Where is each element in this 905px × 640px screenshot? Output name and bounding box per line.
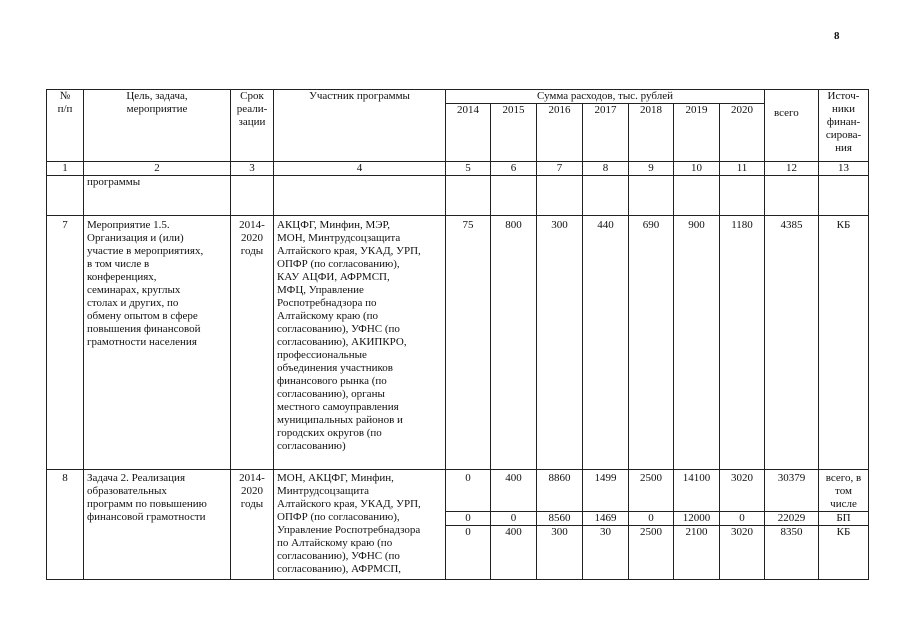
page-number: 8 — [834, 30, 840, 42]
row-term — [231, 176, 274, 216]
column-number: 1 — [47, 162, 84, 176]
column-number: 12 — [765, 162, 819, 176]
table-row — [47, 216, 869, 470]
header-year: 2014 — [446, 104, 491, 162]
header-year: 2020 — [720, 104, 765, 162]
header-total-blank — [765, 90, 819, 162]
row-total: 22029 — [765, 512, 819, 526]
row-term: 2014- 2020 годы — [231, 216, 274, 470]
row-value — [674, 176, 720, 216]
row-participant: МОН, АКЦФГ, Минфин, Минтрудсоцзащита Алтайского края, УКАД, УРП, ОПФР (по согласованию), Управление Роспотребнадзора по Алтайскому краю (по согласованию), УФНС (по согласованию), АФРМСП, — [274, 470, 446, 580]
row-value: 8560 — [537, 512, 583, 526]
row-value: 8860 — [537, 470, 583, 512]
header-total: всего — [774, 107, 799, 119]
row-total: 30379 — [765, 470, 819, 512]
row-participant: АКЦФГ, Минфин, МЭР, МОН, Минтрудсоцзащита Алтайского края, УКАД, УРП, ОПФР (по согласованию), КАУ АЦФИ, АФРМСП, МФЦ, Управление Роспотребнадзора по Алтайскому краю (по согласованию), УФНС (по согласованию), АКИПКРО, профессиональные объединения участников финансового рынка (по согласованию), органы местного самоуправления муниципальных районов и городских округов (по согласованию) — [274, 216, 446, 470]
row-total: 4385 — [765, 216, 819, 470]
row-total: 8350 — [765, 526, 819, 580]
column-number: 6 — [491, 162, 537, 176]
column-number: 7 — [537, 162, 583, 176]
column-numbers-row — [47, 162, 869, 176]
column-number: 8 — [583, 162, 629, 176]
column-number: 10 — [674, 162, 720, 176]
row-value: 2500 — [629, 526, 674, 580]
row-value: 12000 — [674, 512, 720, 526]
row-value: 3020 — [720, 470, 765, 512]
row-source: КБ — [819, 216, 869, 470]
row-value: 1499 — [583, 470, 629, 512]
row-value: 300 — [537, 216, 583, 470]
row-value: 1469 — [583, 512, 629, 526]
header-year: 2017 — [583, 104, 629, 162]
header-source: Источ- ники финан- сирова- ния — [819, 90, 869, 162]
row-source: КБ — [819, 526, 869, 580]
row-source: БП — [819, 512, 869, 526]
column-number: 2 — [84, 162, 231, 176]
row-value: 0 — [446, 512, 491, 526]
row-value: 400 — [491, 526, 537, 580]
row-value — [491, 176, 537, 216]
row-value: 0 — [446, 470, 491, 512]
row-value: 2500 — [629, 470, 674, 512]
column-number: 4 — [274, 162, 446, 176]
row-value: 440 — [583, 216, 629, 470]
row-value: 0 — [446, 526, 491, 580]
row-term: 2014- 2020 годы — [231, 470, 274, 580]
column-number: 5 — [446, 162, 491, 176]
header-row — [47, 90, 869, 104]
header-participant: Участник программы — [274, 90, 446, 162]
row-value: 0 — [629, 512, 674, 526]
expenses-table — [46, 89, 869, 580]
column-number: 3 — [231, 162, 274, 176]
row-value: 0 — [491, 512, 537, 526]
row-source: всего, в том числе — [819, 470, 869, 512]
column-number: 13 — [819, 162, 869, 176]
row-value: 900 — [674, 216, 720, 470]
header-goal: Цель, задача, мероприятие — [84, 90, 231, 162]
column-number: 9 — [629, 162, 674, 176]
table-row — [47, 470, 869, 512]
row-value: 690 — [629, 216, 674, 470]
header-year: 2016 — [537, 104, 583, 162]
row-value: 1180 — [720, 216, 765, 470]
row-value: 3020 — [720, 526, 765, 580]
header-term: Срок реали- зации — [231, 90, 274, 162]
header-sum: Сумма расходов, тыс. рублей — [446, 90, 765, 104]
row-value — [629, 176, 674, 216]
column-number: 11 — [720, 162, 765, 176]
row-goal: Задача 2. Реализация образовательных программ по повышению финансовой грамотности — [84, 470, 231, 580]
header-year: 2018 — [629, 104, 674, 162]
row-value: 14100 — [674, 470, 720, 512]
row-goal: Мероприятие 1.5. Организация и (или) участие в мероприятиях, в том числе в конференциях, семинарах, круглых столах и других, по обмену опытом в сфере повышения финансовой грамотности населения — [84, 216, 231, 470]
row-value: 0 — [720, 512, 765, 526]
row-value — [537, 176, 583, 216]
row-value: 30 — [583, 526, 629, 580]
row-value — [720, 176, 765, 216]
row-value: 300 — [537, 526, 583, 580]
row-goal: программы — [84, 176, 231, 216]
row-number: 8 — [47, 470, 84, 580]
row-value — [583, 176, 629, 216]
row-number — [47, 176, 84, 216]
row-value: 2100 — [674, 526, 720, 580]
row-value — [446, 176, 491, 216]
row-number: 7 — [47, 216, 84, 470]
table-row — [47, 176, 869, 216]
header-number: № п/п — [47, 90, 84, 162]
row-value: 800 — [491, 216, 537, 470]
row-value: 400 — [491, 470, 537, 512]
row-participant — [274, 176, 446, 216]
row-total — [765, 176, 819, 216]
row-value: 75 — [446, 216, 491, 470]
row-source — [819, 176, 869, 216]
header-year: 2019 — [674, 104, 720, 162]
header-year: 2015 — [491, 104, 537, 162]
